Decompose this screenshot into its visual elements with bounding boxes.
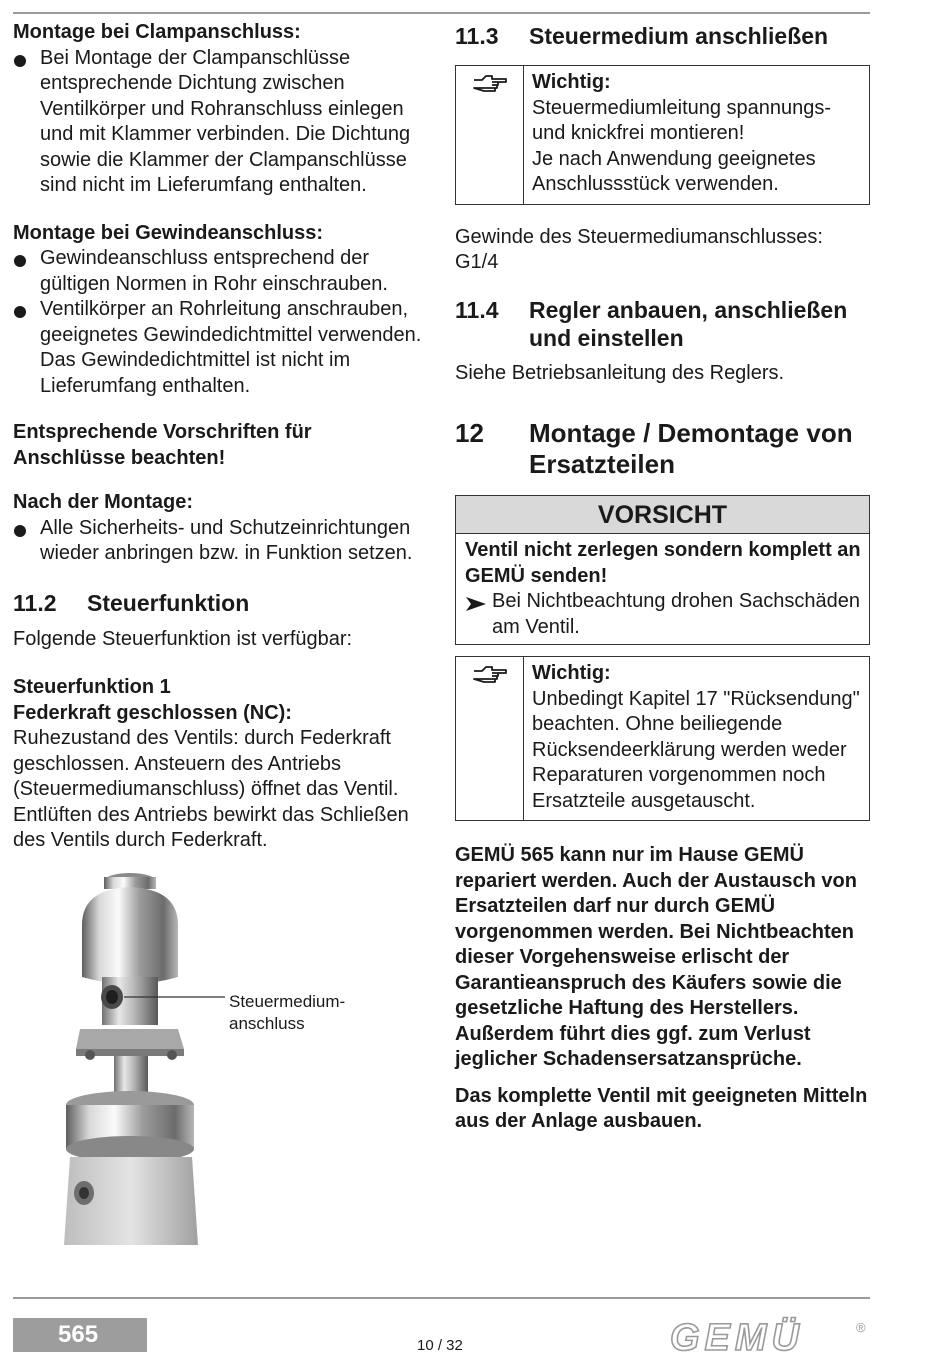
section-title: Steuerfunktion [87, 589, 250, 616]
bullet-dot-icon [14, 55, 26, 67]
callout-line-1: Steuermedium- [229, 992, 346, 1011]
thread-bullet [13, 297, 433, 399]
function-subtitle: Federkraft geschlossen (NC): [13, 701, 292, 724]
removal-paragraph: Das komplette Ventil mit geeigneten Mitteln aus der Anlage ausbauen. [455, 1084, 868, 1132]
note-line: und knickfrei montieren! [532, 122, 745, 144]
after-bullet [13, 516, 433, 567]
valve-photo [60, 865, 360, 1255]
pointing-hand-icon [472, 665, 508, 687]
note-title: Wichtig: [532, 662, 611, 684]
section-title-line-1: Regler anbauen, anschließen [529, 296, 848, 323]
important-note-2 [455, 656, 870, 821]
clamp-bullet [13, 46, 433, 199]
caution-box [455, 495, 870, 645]
arrow-right-icon [465, 596, 487, 612]
thread-bullet-text: Gewindeanschluss entsprechend der gültigen Normen in Rohr einschrauben. [40, 247, 388, 295]
thread-bullet-list [13, 246, 433, 399]
section-heading-11-2 [13, 589, 433, 617]
bullet-dot-icon [14, 525, 26, 537]
section-heading-11-3 [455, 22, 870, 50]
note-line: Steuermediumleitung spannungs- [532, 96, 832, 119]
section-title-line-2: und einstellen [529, 324, 684, 351]
after-heading: Nach der Montage: [13, 491, 194, 513]
clamp-bullet-list [13, 46, 433, 199]
section-number: 11.4 [455, 296, 499, 323]
bullet-dot-icon [14, 306, 26, 318]
note-title: Wichtig: [532, 71, 611, 93]
function-description: Ruhezustand des Ventils: durch Federkraft geschlossen. Ansteuern des Antriebs (Steuermediumanschluss) öffnet das Ventil. Entlüften des Antriebs bewirkt das Schließen des Ventils durch Federkraft. [13, 727, 409, 851]
right-column [455, 20, 870, 1135]
regulations-line-1: Entsprechende Vorschriften für [13, 421, 312, 443]
note-line: Je nach Anwendung geeignetes [532, 147, 816, 170]
function-title: Steuerfunktion 1 [13, 676, 171, 698]
callout-line-2: anschluss [229, 1014, 305, 1033]
bullet-dot-icon [14, 255, 26, 267]
page-number: 10 / 32 [417, 1337, 463, 1354]
pointing-hand-icon [472, 74, 508, 96]
section-number: 11.3 [455, 23, 499, 49]
note-line: Anschlussstück verwenden. [532, 173, 779, 195]
section-title: Steuermedium anschließen [529, 23, 829, 49]
caution-heading: VORSICHT [456, 496, 869, 534]
model-badge: 565 [13, 1318, 147, 1352]
gemu-logo-icon [668, 1316, 873, 1358]
thread-spec-line-1: Gewinde des Steuermediumanschlusses: [455, 225, 823, 248]
section-heading-11-4 [455, 296, 870, 352]
chapter-title-line-1: Montage / Demontage von [529, 418, 853, 448]
note-text: Unbedingt Kapitel 17 "Rücksendung" beachten. Ohne beiliegende Rücksendeerklärung werden weder Reparaturen vorgenommen noch Ersatzteile ausgetauscht. [532, 687, 860, 812]
thread-heading: Montage bei Gewindeanschluss: [13, 221, 324, 244]
after-bullet-text: Alle Sicherheits- und Schutzeinrichtungen wieder anbringen bzw. in Funktion setzen. [40, 516, 413, 564]
chapter-title-line-2: Ersatzteilen [529, 449, 675, 479]
svg-text:®: ® [856, 1320, 866, 1335]
valve-illustration [60, 865, 360, 1255]
thread-spec-line-2: G1/4 [455, 251, 499, 273]
regulator-text: Siehe Betriebsanleitung des Reglers. [455, 361, 785, 384]
clamp-heading: Montage bei Clampanschluss: [13, 21, 301, 43]
section-number: 11.2 [13, 589, 57, 616]
thread-bullet-text: Ventilkörper an Rohrleitung anschrauben, geeignetes Gewindedichtmittel verwenden. Das Gewindedichtmittel ist nicht im Lieferumfang enthalten. [40, 298, 422, 397]
left-column [13, 20, 433, 854]
function-intro: Folgende Steuerfunktion ist verfügbar: [13, 627, 353, 650]
caution-consequence: Bei Nichtbeachtung drohen Sachschäden am Ventil. [492, 590, 861, 638]
chapter-number: 12 [455, 418, 484, 448]
chapter-heading-12 [455, 418, 870, 480]
thread-bullet [13, 246, 433, 297]
regulations-line-2: Anschlüsse beachten! [13, 446, 226, 469]
svg-text:GEMÜ: GEMÜ [670, 1317, 804, 1358]
bottom-rule [13, 1297, 870, 1299]
top-rule [13, 12, 870, 14]
clamp-bullet-text: Bei Montage der Clampanschlüsse entsprechende Dichtung zwischen Ventilkörper und Rohranschluss einlegen und mit Klammer verbinden. Die Dichtung sowie die Klammer der Clampanschlüsse sind nicht im Lieferumfang enthalten. [40, 46, 411, 196]
after-bullet-list [13, 516, 433, 567]
figure-callout-label [229, 991, 345, 1035]
important-note-1 [455, 65, 870, 205]
repair-paragraph: GEMÜ 565 kann nur im Hause GEMÜ repariert werden. Auch der Austausch von Ersatzteilen darf nur durch GEMÜ vorgenommen werden. Bei Nichtbeachten dieser Vorgehensweise erlischt der Garantieanspruch des Käufers sowie die gesetzliche Haftung des Herstellers. Außerdem führt dies ggf. zum Verlust jeglicher Schadensersatzansprüche. [455, 844, 857, 1070]
gemu-logo [668, 1316, 873, 1360]
caution-warning: Ventil nicht zerlegen sondern komplett an GEMÜ senden! [465, 539, 861, 587]
